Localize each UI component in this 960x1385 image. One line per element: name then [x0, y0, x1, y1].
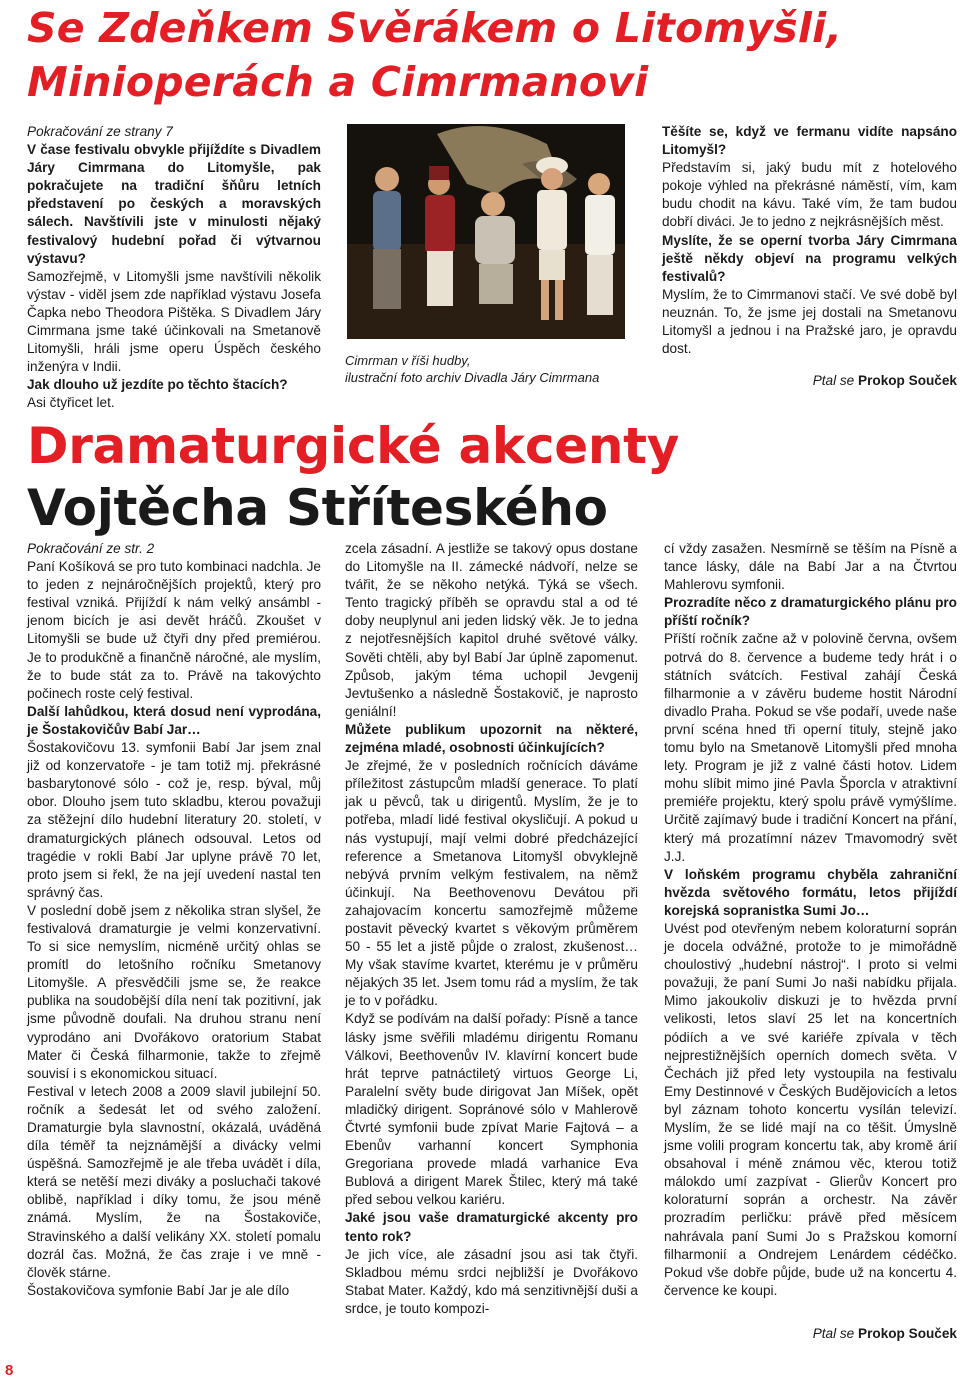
- interview-question: Prozradíte něco z dramaturgického plánu pro příští ročník?: [664, 595, 957, 629]
- article2-signature: [664, 1325, 957, 1343]
- photo-caption: [345, 352, 635, 386]
- paragraph: Šostakovičovu 13. symfonii Babí Jar jsem znal již od konzervatoře - je tam totiž mj. překrásné basbarytonové sólo - což je, resp. býval, můj obor. Dlouho jsem tuto skladbu, kterou považuji za stěžejní dílo hudební literatury 20. století, v dramaturgických plánech odsouval. Letos od tragédie v rokli Babí Jar uplyne právě 70 let, proto jsem si řekl, že na její uvedení nastal ten správný čas.: [27, 740, 321, 900]
- interview-question: Těšíte se, když ve fermanu vidíte napsáno Litomyšl?: [662, 124, 957, 158]
- paragraph: Když se podívám na další pořady: Písně a tance lásky jsme svěřili mladému dirigentu Romanu Válkovi, Beethovenův IV. klavírní koncert bude hrát teprve patnáctiletý virtuos George Li, Paralelní světy bude dirigovat Jan Míšek, opět mladičký dirigent. Sopránové sólo v Mahlerově Čtvrté symfonii bude zpívat Marie Fajtová – a Ebenův varhanní koncert Symphonia Gregoriana provede mladá varhanice Eva Bublová a dirigent Marek Štilec, který má také před sebou velkou kariéru.: [345, 1011, 638, 1208]
- paragraph: Paní Košíková se pro tuto kombinaci nadchla. Je to jeden z nejnáročnějších projektů, který pro festival vzniká. Přijíždí k nám velký ansámbl - jenom bicích je asi devět hráčů. Zkoušet v Litomyšli se bude už čtyři dny před premiérou. Je to produkčně a finančně náročné, ale myslím, že to bude stát za to. Právě na takovýchto počinech roste celý festival.: [27, 559, 321, 701]
- interview-question: V loňském programu chyběla zahraniční hvězda světového formátu, letos přijíždí korejská sopranistka Sumi Jo…: [664, 866, 957, 918]
- paragraph: Je jich více, ale zásadní jsou asi tak čtyři. Skladbou mému srdci nejbližší je Dvořákovo Stabat Mater. Každý, kdo má senzitivnější duši a srdce, je touto kompozi-: [345, 1246, 638, 1316]
- article1-title-line2: Minioperách a Cimrmanovi: [27, 58, 649, 106]
- article1-column-1: [27, 123, 321, 413]
- signature-name: Prokop Souček: [858, 1326, 957, 1341]
- article2-title-line2: Vojtěcha Stříteského: [27, 479, 608, 537]
- paragraph: V poslední době jsem z několika stran slyšel, že festivalová dramaturgie je velmi konzervativní. To si sice nemyslím, nicméně určitý ohlas se promítl do letošního ročníku Smetanovy Litomyšle. A přesvědčili jsme se, že reakce publika na soudobější díla není tak pozitivní, jak jsme původně doufali. Na druhou stranu není vyprodáno ani Dvořákovo oratorium Stabat Mater či Česká filharmonie, takže to zřejmě souvisí i s ekonomickou situací.: [27, 902, 321, 1081]
- interview-question: V čase festivalu obvykle přijíždíte s Divadlem Járy Cimrmana do Litomyšle, pak pokračujete na tradiční šňůru letních představení po českých a moravských sálech. Navštívili jste v minulosti nějaký festivalový hudební pořad či výtvarnou výstavu?: [27, 142, 321, 266]
- cimrman-photo: [347, 124, 625, 339]
- paragraph: Šostakovičova symfonie Babí Jar je ale dílo: [27, 1282, 290, 1298]
- signature-name: Prokop Souček: [858, 373, 957, 388]
- article2-column-3: [664, 540, 957, 1300]
- signature-prefix: Ptal se: [812, 1326, 855, 1341]
- stage-scene-illustration: [347, 124, 625, 339]
- continued-note: Pokračování ze str. 2: [27, 541, 155, 556]
- paragraph: Uvést pod otevřeným nebem koloraturní soprán je docela odvážné, protože to je mimořádně choulostivý „hudební nástroj“. I proto si velmi považuji, že paní Sumi Jo naši nabídku přijala. Mimo jakoukoliv diskuzi je to hvězda první velikosti, letos slaví 25 let na koncertních pódiích a ve své kariéře zpívala v těch nejprestižnějších operních domech světa. V Čechách již před lety vystoupila na festivalu Emy Destinnové v Českých Budějovicích a letos byl záznam tohoto koncertu vysílán televizí. Myslím, že se lidé mají na co těšit. Úmyslně jsme volili program koncertu tak, aby kromě árií obsahoval i méně známou věc, kterou totiž málokdo umí zazpívat - Glierův Koncert pro koloraturní soprán a orchestr. Na závěr prozradím perličku: právě před měsícem nahrávala paní Sumi Jo s Pražskou komorní filharmonií a Ondrejem Lenárdem cédéčko. Pokud vše dobře půjde, bude už na koncertu 4. července ke koupi.: [664, 920, 957, 1298]
- paragraph: zcela zásadní. A jestliže se takový opus dostane do Litomyšle na II. zámecké nádvoří, nelze se tvářit, že se někoho netýká. Týká se všech. Tento tragický příběh se opravdu stal a od té doby neuplynul ani jeden lidský věk. Je to jedna z nejotřesnějších kapitol druhé světové války. Sověti chtěli, aby byl Babí Jar úplně zapomenut. Způsob, jakým téma uchopil Jevgenij Jevtušenko a následně Šostakovič, je naprosto geniální!: [345, 541, 638, 719]
- paragraph: cí vždy zasažen. Nesmírně se těším na Písně a tance lásky, dále na Babí Jar a na Čtvrtou Mahlerovu symfonii.: [664, 541, 957, 593]
- article1-signature: [662, 372, 957, 390]
- signature-prefix: Ptal se: [812, 373, 855, 388]
- paragraph: Asi čtyřicet let.: [27, 395, 115, 411]
- paragraph: Je zřejmé, že v posledních ročnících dáváme příležitost zástupcům mladší generace. To platí jak u pěvců, tak u dirigentů. Myslím, že je to potřeba, mladí lidé festival okysličují. A pokud u nás vystupují, mají velmi dobré předcházející reference a Smetanova Litomyšl obvyklejně nebývá prvním velkým festivalem, na němž účinkují. Na Beethovenovu Devátou při zahajovacím koncertu samozřejmě můžeme postavit pěvecký kvartet s věkovým průměrem 50 - 55 let a jistě půjde o zralost, zkušenost… My však stavíme kvartet, kterému je v průměru nějakých 35 let. Jsem tomu rád a myslím, že tak je to v pořádku.: [345, 758, 638, 1009]
- article1-title-line1: Se Zdeňkem Svěrákem o Litomyšli,: [27, 4, 843, 52]
- article2-column-2: [345, 540, 638, 1318]
- continued-note: Pokračování ze strany 7: [27, 124, 173, 139]
- paragraph: Myslím, že to Cimrmanovi stačí. Ve své době byl neuznán. To, že jsme jej dostali na Smetanovu Litomyšl a jednou i na Pražské jaro, je opravdu dost.: [662, 286, 957, 357]
- photo-caption-line2: ilustrační foto archiv Divadla Járy Cimrmana: [345, 370, 600, 385]
- photo-caption-line1: Cimrman v říši hudby,: [345, 353, 471, 368]
- article2-title: [27, 418, 947, 536]
- interview-question: Jak dlouho už jezdíte po těchto štacích?: [27, 377, 288, 393]
- interview-question: Jaké jsou vaše dramaturgické akcenty pro tento rok?: [345, 1210, 638, 1244]
- paragraph: Příští ročník začne až v polovině června, ovšem potrvá do 8. července a budeme tedy hrát i o státních svátcích. Festival zahájí Česká filharmonie a v závěru budeme hostit Národní divadlo Praha. Pokud se vše podaří, uvede naše první scéna hned tři operní tituly, stejně jako tomu bylo na Smetanově Litomyšli před mnoha lety. Program je již z valné části hotov. Lidem mohu slíbit mimo jiné Pavla Šporcla v atraktivní premiéře projektu, který spolu právě vymýšlíme. Určitě zajímavý bude i tradiční Koncert na přání, který má prozatímní název Tmavomodrý svět J.J.: [664, 631, 957, 864]
- article2-title-line1: Dramaturgické akcenty: [27, 417, 680, 475]
- article1-column-3: [662, 123, 957, 358]
- article2-column-1: [27, 540, 321, 1300]
- article1-title: [27, 6, 947, 104]
- interview-question: Můžete publikum upozornit na některé, zejména mladé, osobnosti účinkujících?: [345, 721, 638, 756]
- interview-question: Další lahůdkou, která dosud není vyprodána, je Šostakovičův Babí Jar…: [27, 703, 321, 737]
- paragraph: Festival v letech 2008 a 2009 slavil jubilejní 50. ročník a šedesát let od svého založení. Dramaturgie byla slavnostní, okázalá, uváděná díla téměř ta nejznámější a divácky velmi úspěšná. Samozřejmě je ale třeba uvádět i díla, která se netěší mezi diváky a posluchači takové oblibě, například i díky tomu, že jsou méně známá. Myslím, že na Šostakoviče, Stravinského a další velikány XX. století pomalu dozrál čas. Možná, že čas zraje i ve mně - člověk stárne.: [27, 1083, 321, 1280]
- interview-question: Myslíte, že se operní tvorba Járy Cimrmana ještě někdy objeví na programu velkých festivalů?: [662, 232, 957, 284]
- paragraph: Samozřejmě, v Litomyšli jsme navštívili několik výstav - viděl jsem zde například výstavu Josefa Čapka nebo Theodora Pištěka. S Divadlem Járy Cimrmana jsme také účinkovali na Smetanově Litomyšli, hráli jsme operu Úspěch českého inženýra v Indii.: [27, 268, 321, 375]
- paragraph: Představím si, jaký budu mít z hotelového pokoje výhled na překrásné náměstí, vím, kam budu chodit na kávu. Také vím, že tam budou dobří diváci. Je to jedno z nejkrásnějších měst.: [662, 160, 957, 230]
- page-number: 8: [5, 1362, 14, 1379]
